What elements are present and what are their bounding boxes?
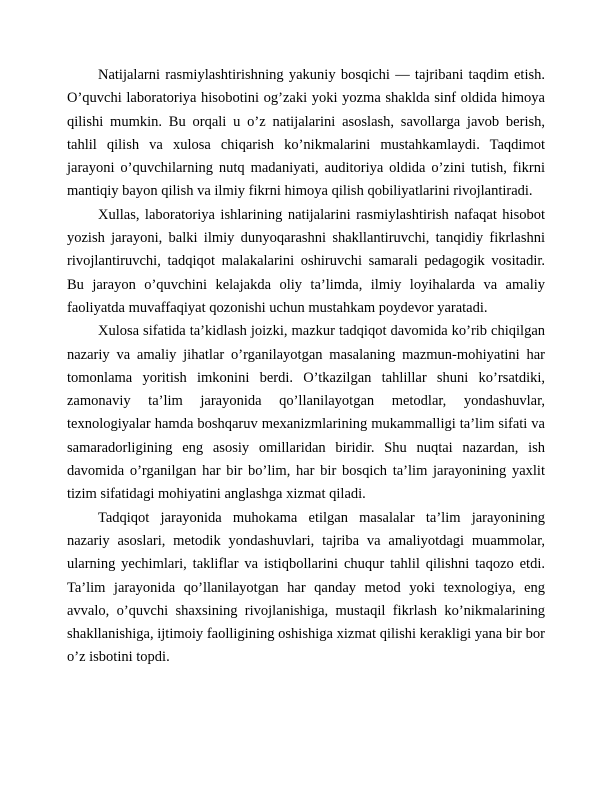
document-page xyxy=(67,64,545,670)
paragraph-summary: Xullas, laboratoriya ishlarining natijalarini rasmiylashtirish nafaqat hisobot yozish jarayoni, balki ilmiy dunyoqarashni shakllantiruvchi, tanqidiy fikrlashni rivojlantiruvchi, tadqiqot malakalarini oshiruvchi samarali pedagogik vositadir. Bu jarayon o’quvchini kelajakda oliy ta’limda, ilmiy loyihalarda va amaliy faoliyatda muvaffaqiyat qozonishi uchun mustahkam poydevor yaratadi. xyxy=(67,206,545,316)
paragraph-presentation: Natijalarni rasmiylashtirishning yakuniy bosqichi — tajribani taqdim etish. O’quvchi laboratoriya hisobotini og’zaki yoki yozma shaklda sinf oldida himoya qilishi mumkin. Bu orqali u o’z natijalarini asoslash, savollarga javob berish, tahlil qilish va xulosa chiqarish ko’nikmalarini mustahkamlaydi. Taqdimot jarayoni o’quvchilarning nutq madaniyati, auditoriya oldida o’zini tutish, fikrni mantiqiy bayon qilish va ilmiy fikrni himoya qilish qobiliyatlarini rivojlantiradi. xyxy=(67,67,545,200)
paragraph-research-issues: Tadqiqot jarayonida muhokama etilgan masalalar ta’lim jarayonining nazariy asoslari, metodik yondashuvlari, tajriba va amaliyotdagi muammolar, ularning yechimlari, takliflar va istiqbollarini chuqur tahlil qilishni taqozo etdi. Ta’lim jarayonida qo’llanilayotgan har qanday metod yoki texnologiya, eng avvalo, o’quvchi shaxsining rivojlanishiga, mustaqil fikrlash ko’nikmalarining shakllanishiga, ijtimoiy faolligining oshishiga xizmat qilishi kerakligi yana bir bor o’z isbotini topdi. xyxy=(67,509,545,666)
paragraph-conclusion: Xulosa sifatida ta’kidlash joizki, mazkur tadqiqot davomida ko’rib chiqilgan nazariy va amaliy jihatlar o’rganilayotgan masalaning mazmun-mohiyatini har tomonlama yoritish imkonini berdi. O’tkazilgan tahlillar shuni ko’rsatdiki, zamonaviy ta’lim jarayonida qo’llanilayotgan metodlar, yondashuvlar, texnologiyalar hamda boshqaruv mexanizmlarining mukammalligi ta’lim sifati va samaradorligining eng asosiy omillaridan biridir. Shu nuqtai nazardan, ish davomida o’rganilgan har bir bo’lim, har bir bosqich ta’lim jarayonining yaxlit tizim sifatidagi mohiyatini anglashga xizmat qiladi. xyxy=(67,323,545,503)
